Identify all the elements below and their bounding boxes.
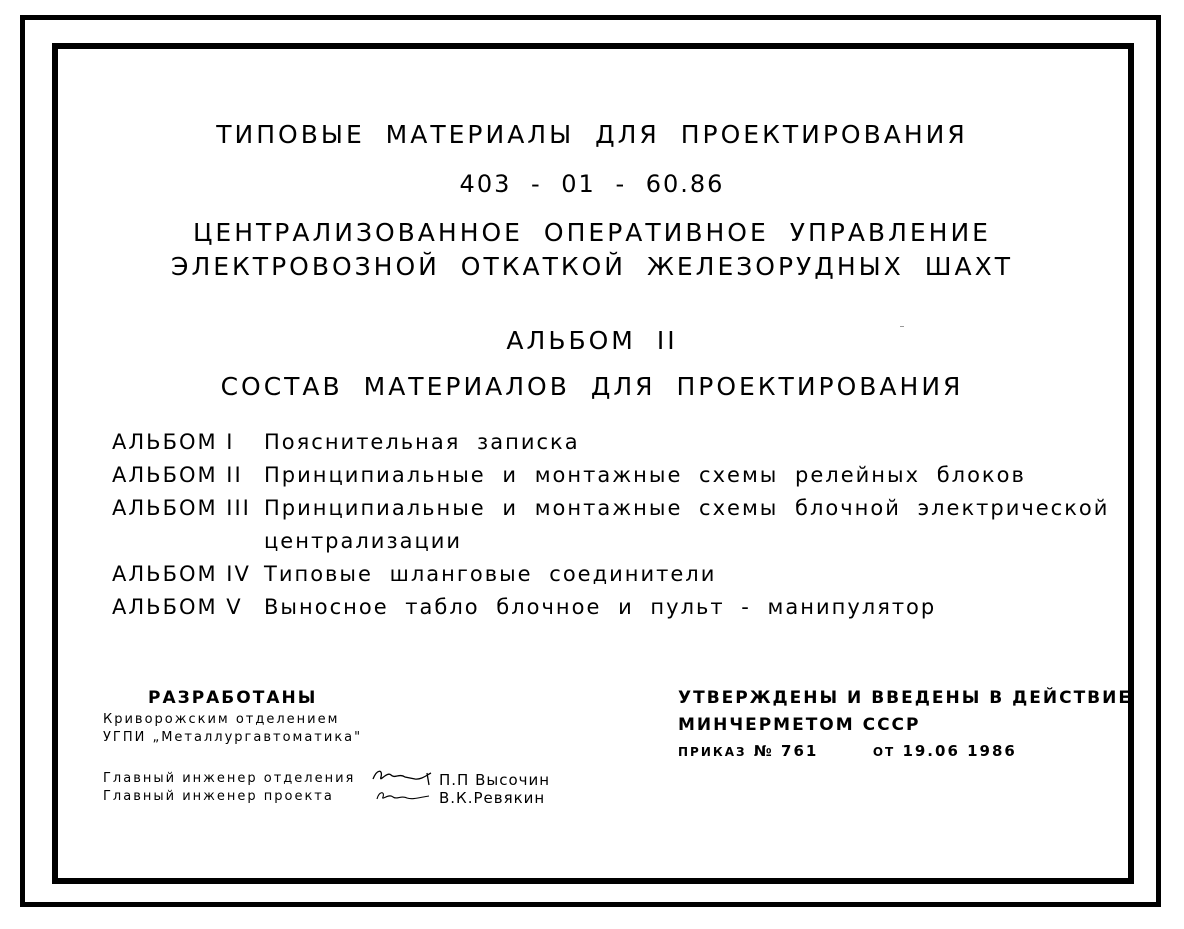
signatory-row [103,771,551,789]
album-description: Типовые шланговые соединители [264,562,717,586]
approval-order [678,742,1017,760]
album-number: АЛЬБОМ II [112,463,243,487]
album-description: Принципиальные и монтажные схемы релейных блоков [264,463,1026,487]
subject-line-1: ЦЕНТРАЛИЗОВАННОЕ ОПЕРАТИВНОЕ УПРАВЛЕНИЕ [193,218,991,247]
contents-title: СОСТАВ МАТЕРИАЛОВ ДЛЯ ПРОЕКТИРОВАНИЯ [220,372,964,401]
series-title: ТИПОВЫЕ МАТЕРИАЛЫ ДЛЯ ПРОЕКТИРОВАНИЯ [216,120,968,149]
speck [900,326,904,327]
album-number: АЛЬБОМ I [112,430,235,454]
album-description: Пояснительная записка [264,430,580,454]
album-number: АЛЬБОМ IV [112,562,251,586]
signatory-role: Главный инженер отделения [103,771,356,786]
handwritten-signature-icon [371,787,433,805]
signatory-name: В.К.Ревякин [439,789,546,807]
order-label: ПРИКАЗ [678,745,747,759]
album-title: АЛЬБОМ II [506,326,678,355]
approval-line-2: МИНЧЕРМЕТОМ СССР [678,715,921,735]
order-date: 19.06 1986 [902,742,1017,760]
album-description: Выносное табло блочное и пульт - манипулятор [264,595,937,619]
date-label: ОТ [872,745,896,759]
album-number: АЛЬБОМ V [112,595,243,619]
handwritten-signature-icon [371,767,433,787]
album-list-item [112,496,1110,520]
album-description: Принципиальные и монтажные схемы блочной электрической [264,496,1110,520]
subject-line-2: ЭЛЕКТРОВОЗНОЙ ОТКАТКОЙ ЖЕЛЕЗОРУДНЫХ ШАХТ [171,252,1013,281]
album-list-item [112,562,717,586]
signatory-name: П.П Высочин [439,771,551,789]
developer-heading: РАЗРАБОТАНЫ [148,688,318,708]
order-number: № 761 [753,742,819,760]
approval-line-1: УТВЕРЖДЕНЫ И ВВЕДЕНЫ В ДЕЙСТВИЕ [678,688,1132,708]
signatory-role: Главный инженер проекта [103,789,334,804]
album-number: АЛЬБОМ III [112,496,251,520]
album-list-item [112,595,937,619]
signatory-row [103,789,546,807]
album-list-item [112,463,1026,487]
developer-org-line-1: Криворожским отделением [103,712,340,727]
album-list-item [112,529,463,553]
developer-org-line-2: УГПИ „Металлургавтоматика" [103,730,363,745]
album-description: централизации [264,529,463,553]
document-code: 403 - 01 - 60.86 [459,170,725,198]
album-list-item [112,430,580,454]
